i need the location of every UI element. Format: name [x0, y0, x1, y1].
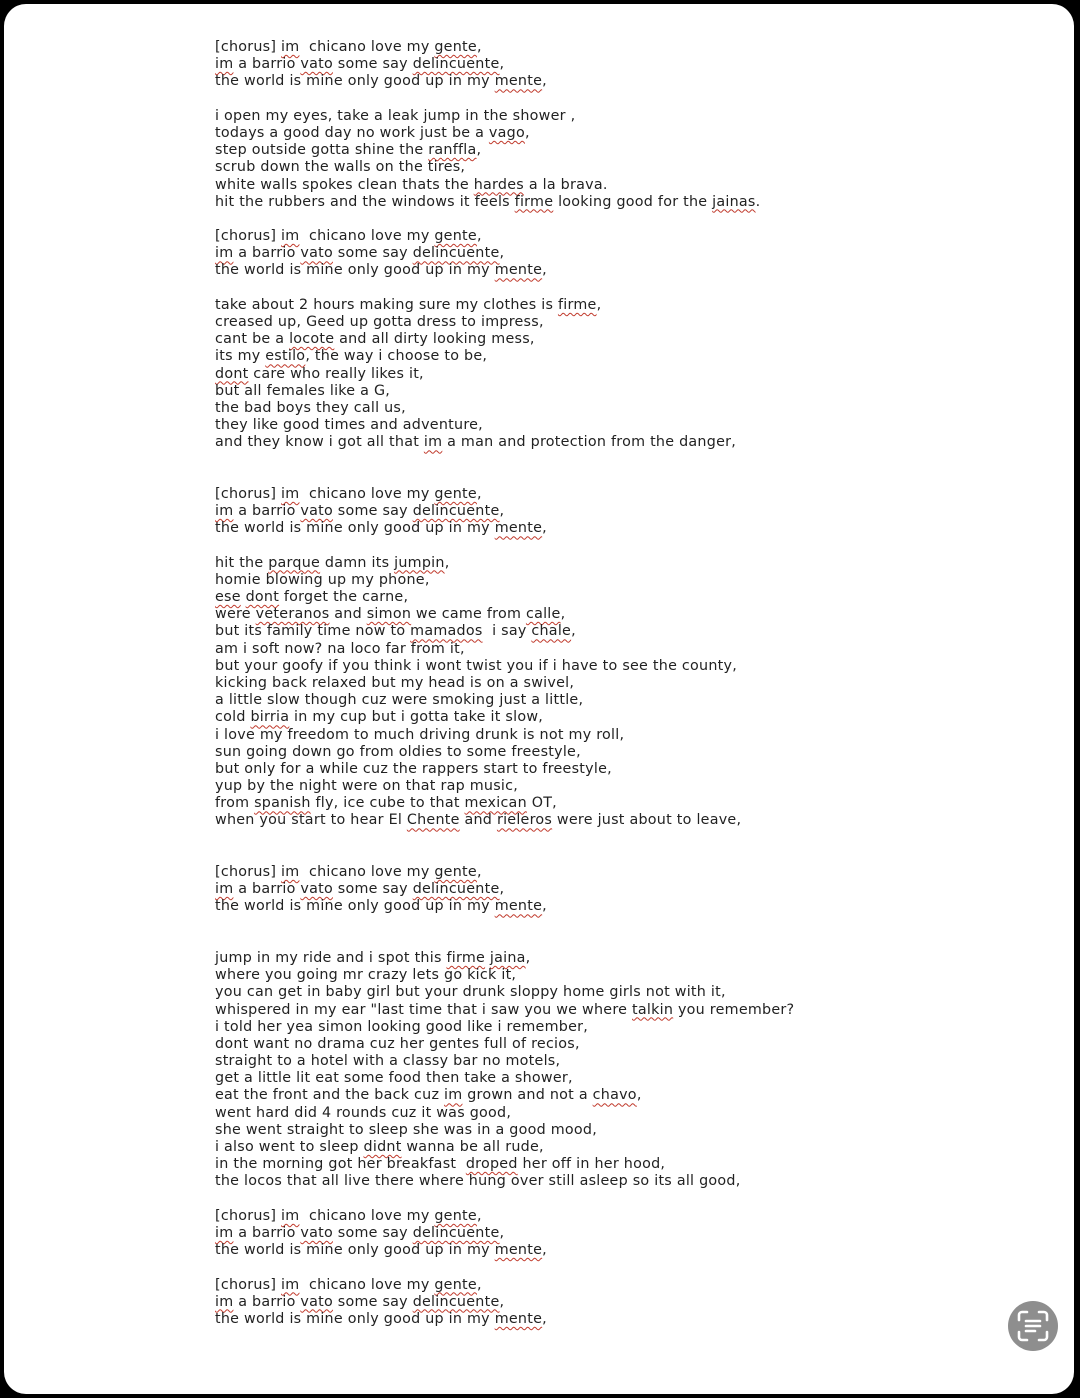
lyric-line: step outside gotta shine the ranffla,	[215, 142, 482, 159]
lyric-line: in the morning got her breakfast droped her off in her hood,	[215, 1156, 666, 1173]
lyric-line: white walls spokes clean thats the hardes a la brava.	[215, 176, 608, 193]
scan-text-button[interactable]	[1008, 1301, 1058, 1351]
lyric-line: but only for a while cuz the rappers start to freestyle,	[215, 760, 612, 777]
lyric-line: [chorus] im chicano love my gente,	[215, 228, 482, 245]
lyric-line: the locos that all live there where hung over still asleep so its all good,	[215, 1173, 741, 1190]
lyric-line: you can get in baby girl but your drunk sloppy home girls not with it,	[215, 984, 726, 1001]
lyric-line: im a barrio vato some say delincuente,	[215, 245, 505, 262]
lyric-line: todays a good day no work just be a vago,	[215, 124, 530, 141]
lyric-line: whispered in my ear "last time that i saw you we where talkin you remember?	[215, 1001, 795, 1018]
lyric-line: scrub down the walls on the tires,	[215, 159, 466, 176]
lyric-line: i open my eyes, take a leak jump in the shower ,	[215, 107, 576, 124]
lyric-line: they like good times and adventure,	[215, 417, 483, 434]
lyric-line: hit the parque damn its jumpin,	[215, 554, 450, 571]
lyric-line: a little slow though cuz were smoking just a little,	[215, 692, 584, 709]
lyric-line: she went straight to sleep she was in a good mood,	[215, 1121, 598, 1138]
lyric-line: im a barrio vato some say delincuente,	[215, 56, 505, 73]
lyric-line: dont care who really likes it,	[215, 365, 424, 382]
lyric-line: homie blowing up my phone,	[215, 571, 430, 588]
lyric-line: im a barrio vato some say delincuente,	[215, 503, 505, 520]
lyric-line: but all females like a G,	[215, 382, 391, 399]
lyric-line: [chorus] im chicano love my gente,	[215, 1276, 482, 1293]
lyric-line: am i soft now? na loco far from it,	[215, 640, 465, 657]
lyric-line: the world is mine only good up in my mente,	[215, 73, 547, 90]
lyric-line: cold birria in my cup but i gotta take it slow,	[215, 709, 544, 726]
lyric-line: kicking back relaxed but my head is on a swivel,	[215, 674, 575, 691]
lyric-line: [chorus] im chicano love my gente,	[215, 1207, 482, 1224]
lyric-line: sun going down go from oldies to some freestyle,	[215, 743, 581, 760]
lyric-line: went hard did 4 rounds cuz it was good,	[215, 1104, 512, 1121]
lyric-line: im a barrio vato some say delincuente,	[215, 881, 505, 898]
lyric-line: i also went to sleep didnt wanna be all rude,	[215, 1139, 544, 1156]
lyric-line: the world is mine only good up in my mente,	[215, 1310, 547, 1327]
lyric-line: dont want no drama cuz her gentes full of recios,	[215, 1035, 580, 1052]
lyric-line: jump in my ride and i spot this firme jaina,	[215, 949, 531, 966]
lyric-line: get a little lit eat some food then take a shower,	[215, 1070, 573, 1087]
lyric-line: and they know i got all that im a man and protection from the danger,	[215, 434, 737, 451]
lyric-line: [chorus] im chicano love my gente,	[215, 485, 482, 502]
lyric-line: i love my freedom to much driving drunk is not my roll,	[215, 726, 625, 743]
lyric-line: from spanish fly, ice cube to that mexican OT,	[215, 795, 557, 812]
lyric-line: but its family time now to mamados i say chale,	[215, 623, 576, 640]
lyric-line: when you start to hear El Chente and rieleros were just about to leave,	[215, 812, 742, 829]
lyric-line: [chorus] im chicano love my gente,	[215, 39, 482, 55]
lyric-line: hit the rubbers and the windows it feels firme looking good for the jainas.	[215, 193, 761, 210]
lyric-line: take about 2 hours making sure my clothes is firme,	[215, 296, 602, 313]
lyric-line: straight to a hotel with a classy bar no motels,	[215, 1053, 561, 1070]
lyric-line: yup by the night were on that rap music,	[215, 778, 519, 795]
lyric-line: ese dont forget the carne,	[215, 589, 409, 606]
lyric-line: the bad boys they call us,	[215, 399, 406, 416]
lyric-line: where you going mr crazy lets go kick it,	[215, 967, 517, 984]
lyric-line: im a barrio vato some say delincuente,	[215, 1224, 505, 1241]
lyric-line: im a barrio vato some say delincuente,	[215, 1293, 505, 1310]
lyric-line: its my estilo, the way i choose to be,	[215, 348, 488, 365]
lyric-line: eat the front and the back cuz im grown and not a chavo,	[215, 1087, 642, 1104]
lyric-line: but your goofy if you think i wont twist you if i have to see the county,	[215, 657, 738, 674]
lyric-line: the world is mine only good up in my mente,	[215, 520, 547, 537]
lyric-line: were veteranos and simon we came from calle,	[215, 606, 566, 623]
text-scan-icon	[1016, 1309, 1050, 1343]
lyric-line: creased up, Geed up gotta dress to impress,	[215, 314, 544, 330]
lyric-line: the world is mine only good up in my mente,	[215, 898, 547, 915]
lyric-line: [chorus] im chicano love my gente,	[215, 864, 482, 881]
lyric-line: the world is mine only good up in my mente,	[215, 262, 547, 279]
lyrics-text	[215, 39, 905, 1328]
lyric-line: i told her yea simon looking good like i remember,	[215, 1018, 589, 1035]
lyric-line: the world is mine only good up in my mente,	[215, 1242, 547, 1259]
lyric-line: cant be a locote and all dirty looking mess,	[215, 331, 535, 348]
document-page	[4, 4, 1074, 1394]
